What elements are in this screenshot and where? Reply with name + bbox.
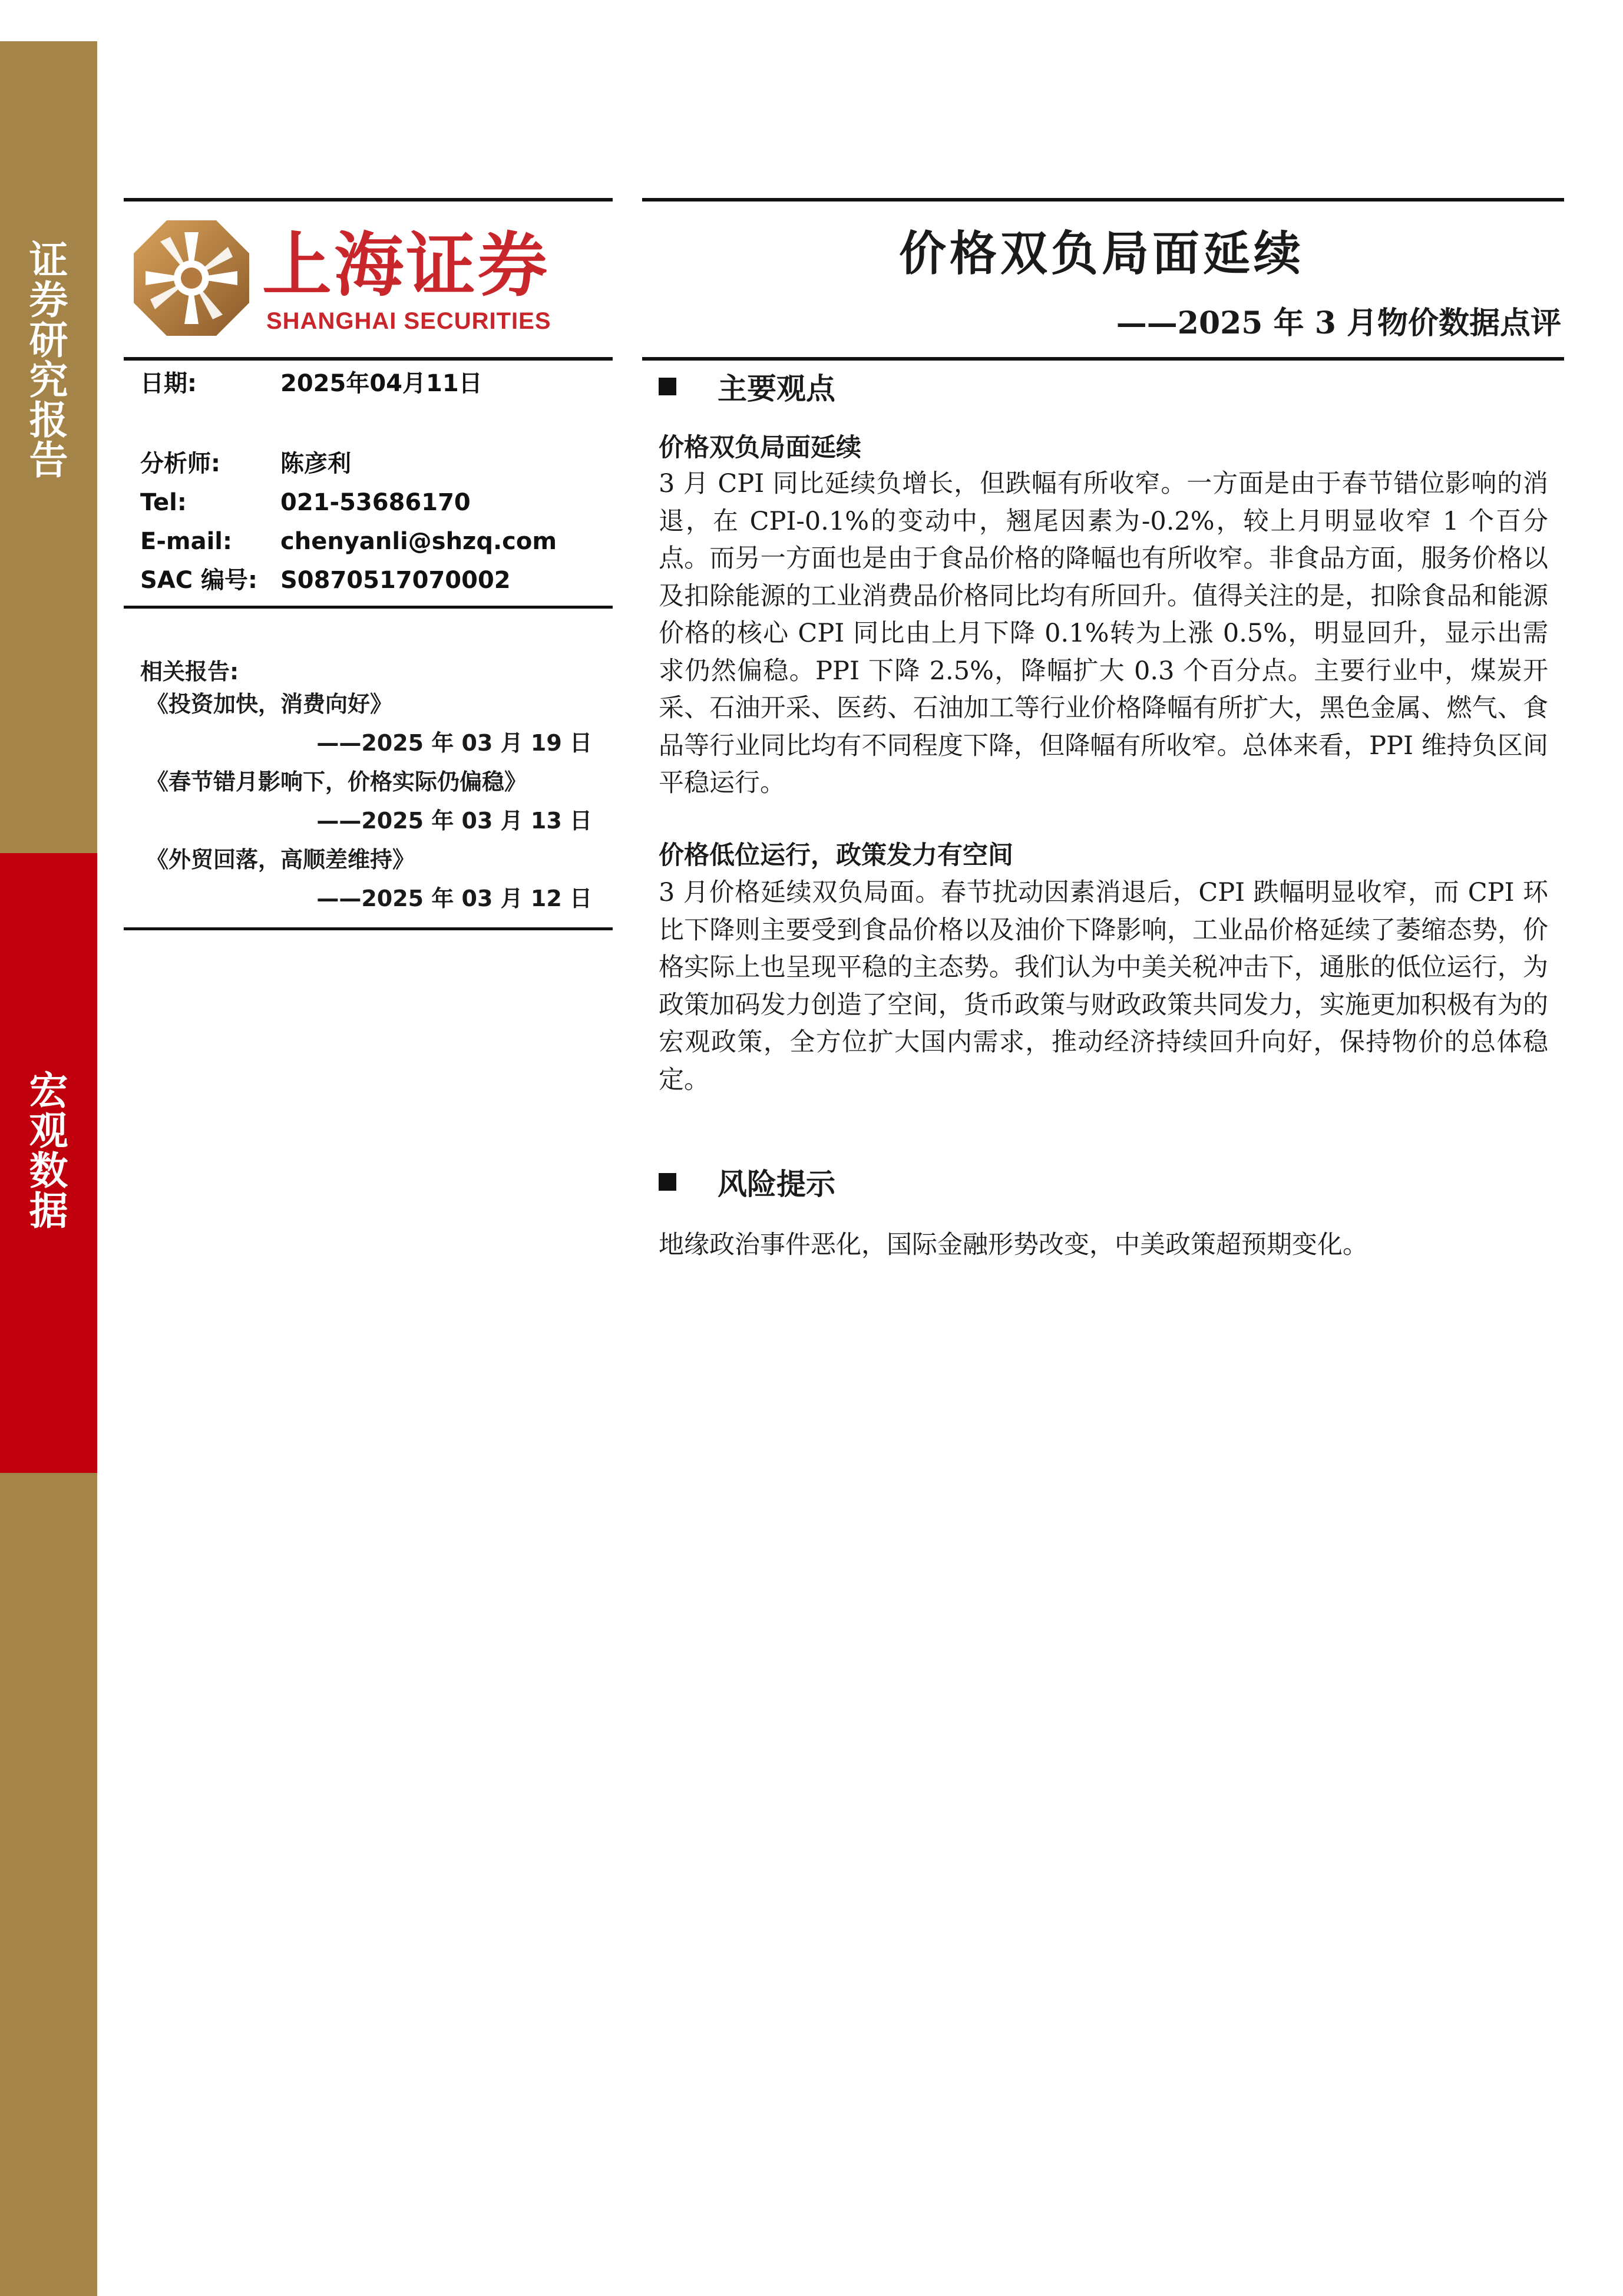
related-report-date: ——2025 年 03 月 19 日: [316, 730, 592, 756]
sidebar-category-label: 宏 观 数 据: [29, 1068, 68, 1234]
title-bottom-rule: [642, 357, 1564, 361]
related-report-title: 《外贸回落，高顺差维持》: [146, 846, 415, 873]
tel-value: 021-53686170: [280, 489, 471, 516]
sac-label: SAC 编号:: [140, 567, 258, 594]
logo-chinese-name: 上海证券: [262, 224, 550, 306]
date-value: 2025年04月11日: [280, 370, 482, 397]
logo-english-name: SHANGHAI SECURITIES: [266, 308, 551, 334]
related-report-date: ——2025 年 03 月 13 日: [316, 808, 592, 834]
logo-bottom-rule: [124, 357, 613, 361]
shanghai-securities-logo-icon: [133, 219, 250, 337]
risk-heading: 风险提示: [659, 1167, 835, 1202]
email-value: chenyanli@shzq.com: [280, 528, 557, 555]
report-title: 价格双负局面延续: [899, 226, 1304, 281]
related-report-title: 《投资加快，消费向好》: [146, 691, 393, 717]
related-bottom-rule: [124, 927, 613, 930]
main-points-subheading-2: 价格低位运行，政策发力有空间: [659, 841, 1013, 870]
tel-label: Tel:: [140, 489, 187, 516]
sidebar-report-type-label: 证 券 研 究 报 告: [29, 237, 68, 483]
related-reports-title: 相关报告:: [140, 659, 239, 685]
main-points-paragraph-1: 3 月 CPI 同比延续负增长，但跌幅有所收窄。一方面是由于春节错位影响的消退，在 CPI-0.1%的变动中，翘尾因素为-0.2%，较上月明显收窄 1 个百分点。而另一方面也是由于食品价格的降幅也有所收窄。非食品方面，服务价格以及扣除能源的工业消费品价格同比均有所回升。值得关注的是，扣除食品和能源价格的核心 CPI 同比由上月下降 0.1%转为上涨 0.5%，明显回升，显示出需求仍然偏稳。PPI 下降 2.5%，降幅扩大 0.3 个百分点。主要行业中，煤炭开采、石油开采、医药、石油加工等行业价格降幅有所扩大，黑色金属、燃气、食品等行业同比均有不同程度下降，但降幅有所收窄。总体来看，PPI 维持负区间平稳运行。: [659, 469, 1548, 798]
sac-value: S0870517070002: [280, 567, 511, 594]
report-subtitle: ——2025 年 3 月物价数据点评: [1116, 305, 1561, 341]
risk-text: 地缘政治事件恶化，国际金融形势改变，中美政策超预期变化。: [659, 1230, 1368, 1260]
date-label: 日期:: [140, 370, 197, 397]
left-top-rule: [124, 198, 613, 201]
sidebar-band-bottom: [0, 1473, 97, 2296]
email-label: E-mail:: [140, 528, 233, 555]
main-points-paragraph-2: 3 月价格延续双负局面。春节扰动因素消退后，CPI 跌幅明显收窄，而 CPI 环比下降则主要受到食品价格以及油价下降影响，工业品价格延续了萎缩态势，价格实际上也呈现平稳的主态势。我们认为中美关税冲击下，通胀的低位运行，为政策加码发力创造了空间，货币政策与财政政策共同发力，实施更加积极有为的宏观政策，全方位扩大国内需求，推动经济持续回升向好，保持物价的总体稳定。: [659, 878, 1548, 1095]
meta-bottom-rule: [124, 606, 613, 609]
square-bullet-icon: [659, 1173, 676, 1191]
analyst-label: 分析师:: [140, 450, 220, 477]
related-report-title: 《春节错月影响下，价格实际仍偏稳》: [146, 768, 527, 795]
right-top-rule: [642, 198, 1564, 201]
main-points-subheading-1: 价格双负局面延续: [659, 433, 861, 462]
main-points-heading: 主要观点: [659, 371, 835, 407]
related-report-date: ——2025 年 03 月 12 日: [316, 886, 592, 911]
square-bullet-icon: [659, 378, 676, 395]
analyst-name: 陈彦利: [280, 450, 351, 477]
